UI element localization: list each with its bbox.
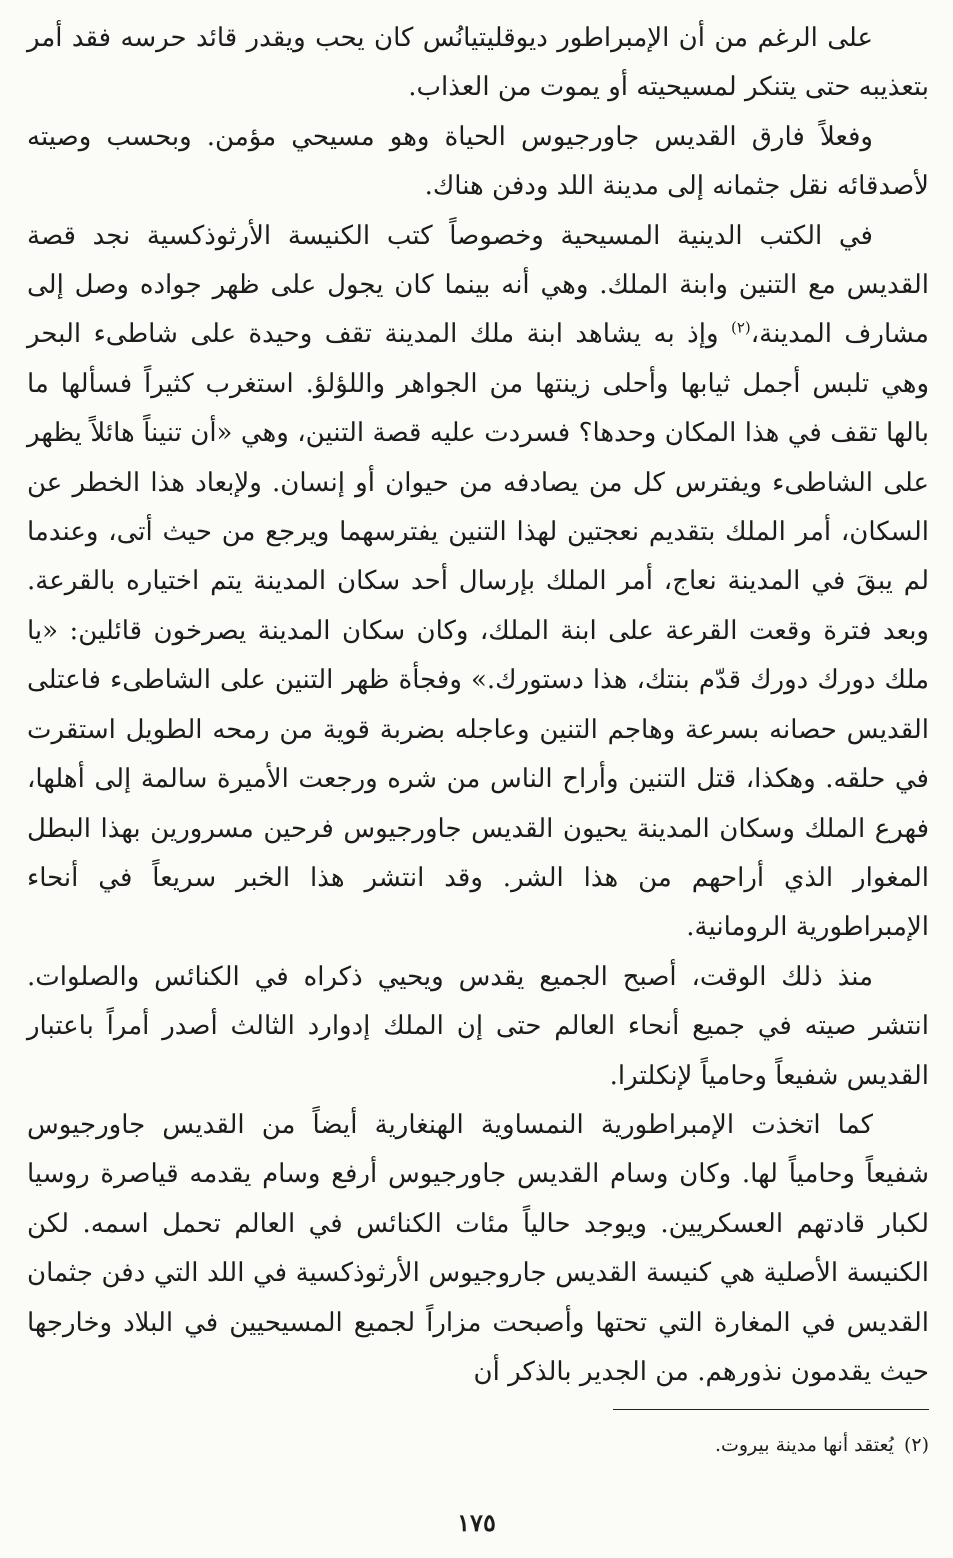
paragraph-text: وإذ به يشاهد ابنة ملك المدينة تقف وحيدة على شاطىء البحر وهي تلبس أجمل ثيابها وأحلى زينتها من الجواهر واللؤلؤ. استغرب كثيراً فسألها ما بالها تقف في هذا المكان وحدها؟ فسردت عليه قصة التنين، وهي «أن تنيناً هائلاً يظهر على الشاطىء ويفترس كل من يصادفه من حيوان أو إنسان. ولإبعاد هذا الخطر عن السكان، أمر الملك بتقديم نعجتين لهذا التنين يفترسهما ويرجع من حيث أتى، وعندما لم يبقَ في المدينة نعاج، أمر الملك بإرسال أحد سكان المدينة يتم اختياره بالقرعة. وبعد فترة وقعت القرعة على ابنة الملك، وكان سكان المدينة يصرخون قائلين: «يا ملك دورك دورك قدّم بنتك، هذا دستورك.» وفجأة ظهر التنين على الشاطىء فاعتلى القديس حصانه بسرعة وهاجم التنين وعاجله بضربة قوية من رمحه الطويل استقرت في حلقه. وهكذا، قتل التنين وأراح الناس من شره ورجعت الأميرة سالمة إلى أهلها، فهرع الملك وسكان المدينة يحيون القديس جاورجيوس فرحين مسرورين بهذا البطل المغوار الذي أراحهم من هذا الشر. وقد انتشر هذا الخبر سريعاً في أنحاء الإمبراطورية الرومانية. (27, 319, 929, 943)
paragraph-text: على الرغم من أن الإمبراطور ديوقليتيانُس كان يحب ويقدر قائد حرسه فقد أمر بتعذيبه حتى يتنكر لمسيحيته أو يموت من العذاب. (27, 23, 929, 103)
footnote-divider (613, 1409, 929, 1410)
paragraph-text: منذ ذلك الوقت، أصبح الجميع يقدس ويحيي ذكراه في الكنائس والصلوات. انتشر صيته في جميع أنحاء العالم حتى إن الملك إدوارد الثالث أصدر أمراً باعتبار القديس شفيعاً وحامياً لإنكلترا. (27, 961, 929, 1091)
footnote (27, 1428, 929, 1462)
footnote-reference: (٢) (730, 318, 751, 337)
footnote-number: (٢) (903, 1434, 929, 1456)
paragraph-text: في الكتب الدينية المسيحية وخصوصاً كتب الكنيسة الأرثوذكسية نجد قصة القديس مع التنين وابنة الملك. وهي أنه بينما كان يجول على ظهر جواده وصل إلى مشارف المدينة، (27, 220, 929, 350)
body-text (27, 14, 929, 1397)
paragraph-text: وفعلاً فارق القديس جاورجيوس الحياة وهو مسيحي مؤمن. وبحسب وصيته لأصدقائه نقل جثمانه إلى مدينة اللد ودفن هناك. (27, 121, 929, 202)
footnote-text: يُعتقد أنها مدينة بيروت. (714, 1434, 894, 1456)
paragraph-text: كما اتخذت الإمبراطورية النمساوية الهنغارية أيضاً من القديس جاورجيوس شفيعاً وحامياً لها. وكان وسام القديس جاورجيوس أرفع وسام يقدمه قياصرة روسيا لكبار قادتهم العسكريين. ويوجد حالياً مئات الكنائس في العالم تحمل اسمه. لكن الكنيسة الأصلية هي كنيسة القديس جاروجيوس الأرثوذكسية في اللد التي دفن جثمان القديس في المغارة التي تحتها وأصبحت مزاراً لجميع المسيحيين في البلاد وخارجها حيث يقدمون نذورهم. من الجدير بالذكر أن (27, 1109, 929, 1387)
paragraph (27, 1101, 929, 1397)
paragraph (27, 212, 929, 953)
paragraph (27, 113, 929, 212)
paragraph (27, 14, 929, 113)
paragraph (27, 953, 929, 1101)
page-number: ١٧٥ (457, 1508, 496, 1537)
